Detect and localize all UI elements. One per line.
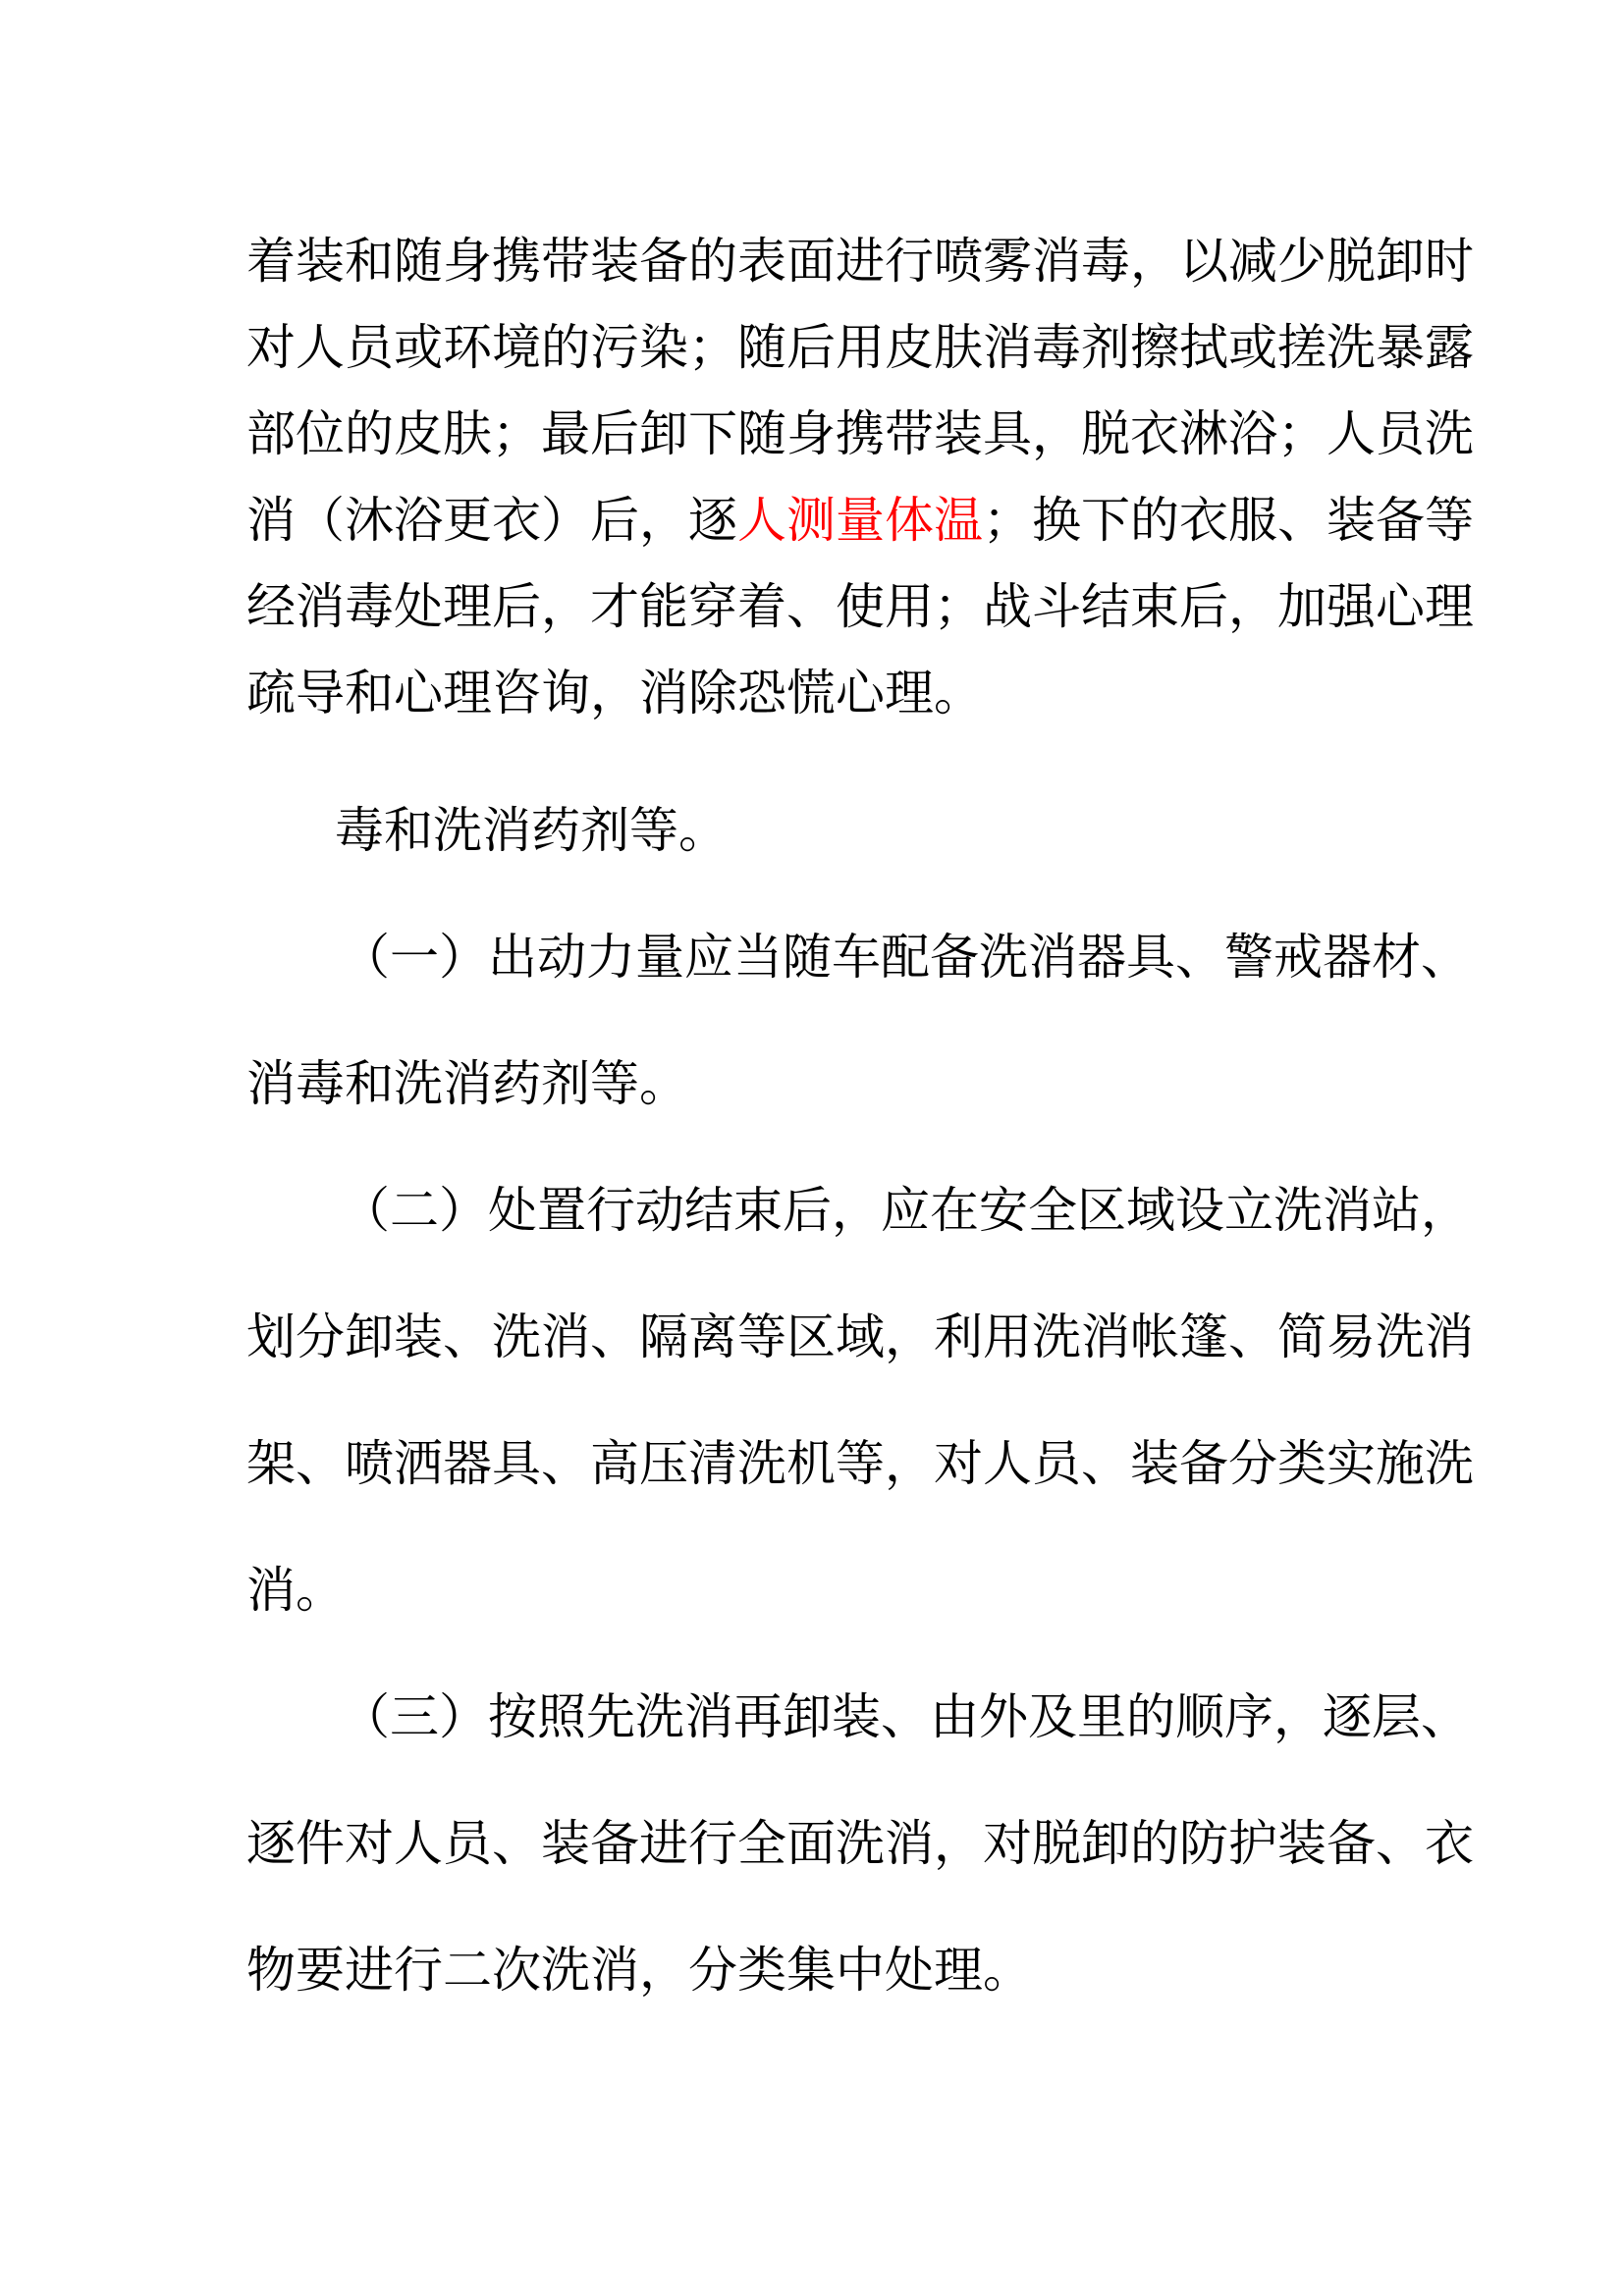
- item-2-line: 划分卸装、洗消、隔离等区域，利用洗消帐篷、简易洗消: [246, 1308, 1474, 1365]
- paragraph-line: 着装和随身携带装备的表面进行喷雾消毒，以减少脱卸时: [246, 233, 1474, 290]
- item-3-line: 逐件对人员、装备进行全面洗消，对脱卸的防护装备、衣: [246, 1815, 1474, 1872]
- item-2-line: 消。: [246, 1562, 345, 1619]
- paragraph-line: 经消毒处理后，才能穿着、使用；战斗结束后，加强心理: [246, 578, 1474, 635]
- paragraph-line: 部位的皮肤；最后卸下随身携带装具，脱衣淋浴；人员洗: [246, 405, 1474, 462]
- item-2-line: 架、喷洒器具、高压清洗机等，对人员、装备分类实施洗: [246, 1435, 1474, 1492]
- item-3-line: 物要进行二次洗消，分类集中处理。: [246, 1942, 1032, 1999]
- item-3-line: （三）按照先洗消再卸装、由外及里的顺序，逐层、: [341, 1688, 1470, 1745]
- fragment-line: 毒和洗消药剂等。: [335, 802, 728, 859]
- paragraph-line: 疏导和心理咨询，消除恐慌心理。: [246, 665, 983, 721]
- item-1-line: （一）出动力量应当随车配备洗消器具、警戒器材、: [341, 929, 1470, 986]
- decontamination-requirements-section: [246, 768, 1474, 2034]
- item-2-line: （二）处置行动结束后，应在安全区域设立洗消站，: [341, 1182, 1470, 1239]
- paragraph-line: 对人员或环境的污染；随后用皮肤消毒剂擦拭或搓洗暴露: [246, 319, 1474, 376]
- highlighted-text: 人测量体温: [737, 492, 983, 549]
- paragraph-line-with-highlight: [246, 477, 1474, 563]
- paragraph-decontamination-procedure: [246, 218, 1474, 736]
- text-segment: ；换下的衣服、装备等: [983, 492, 1474, 549]
- text-segment: 消（沐浴更衣）后，逐: [246, 492, 737, 549]
- item-1-line: 消毒和洗消药剂等。: [246, 1055, 688, 1112]
